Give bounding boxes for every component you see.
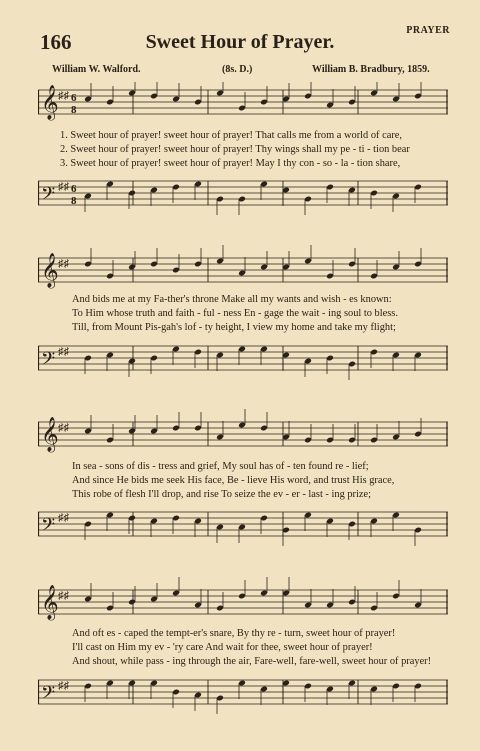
category-label: PRAYER bbox=[406, 25, 450, 36]
bass-staff-3 bbox=[38, 506, 448, 562]
meter-label: (8s. D.) bbox=[222, 64, 253, 75]
key-signature-icon: ♯♯ bbox=[58, 512, 69, 524]
staff-svg bbox=[38, 175, 448, 223]
treble-staff-4 bbox=[38, 576, 448, 624]
staff-svg bbox=[38, 674, 448, 732]
lyric-line: And bids me at my Fa-ther's throne Make all my wants and wish - es known: bbox=[72, 294, 392, 305]
lyrics-block-1 bbox=[38, 129, 448, 171]
lyric-line: And oft es - caped the tempt-er's snare, By thy re - turn, sweet hour of prayer! bbox=[72, 628, 396, 639]
bass-clef-icon: 𝄢 bbox=[41, 184, 56, 209]
bass-staff-4 bbox=[38, 674, 448, 732]
treble-clef-icon: 𝄞 bbox=[41, 417, 59, 452]
composer-credit: William B. Bradbury, 1859. bbox=[312, 64, 430, 75]
lyric-line: Till, from Mount Pis-gah's lof - ty height, I view my home and take my flight; bbox=[72, 322, 396, 333]
bass-clef-icon: 𝄢 bbox=[41, 683, 56, 708]
staff-svg bbox=[38, 576, 448, 624]
hymn-number: 166 bbox=[40, 30, 72, 54]
lyric-line: I'll cast on Him my ev - 'ry care And wait for thee, sweet hour of prayer! bbox=[72, 642, 373, 653]
staff-svg bbox=[38, 340, 448, 392]
lyrics-block-4 bbox=[38, 627, 448, 669]
treble-staff-2 bbox=[38, 244, 448, 292]
lyric-line: 2. Sweet hour of prayer! sweet hour of prayer! Thy wings shall my pe - ti - tion bear bbox=[60, 144, 410, 155]
treble-staff-3 bbox=[38, 408, 448, 456]
key-signature-icon: ♯♯ bbox=[58, 680, 69, 692]
staff-svg bbox=[38, 408, 448, 456]
staff-svg bbox=[38, 82, 448, 124]
time-signature-icon: 8 bbox=[71, 195, 77, 207]
treble-clef-icon: 𝄞 bbox=[41, 585, 59, 620]
bass-staff-2 bbox=[38, 340, 448, 392]
key-signature-icon: ♯♯ bbox=[58, 346, 69, 358]
lyric-line: This robe of flesh I'll drop, and rise To seize the ev - er - last - ing prize; bbox=[72, 489, 372, 500]
time-signature-icon: 8 bbox=[71, 104, 77, 116]
bass-clef-icon: 𝄢 bbox=[41, 515, 56, 540]
author-credit: William W. Walford. bbox=[52, 64, 141, 75]
lyrics-block-3 bbox=[38, 460, 448, 502]
staff-svg bbox=[38, 506, 448, 562]
bass-staff-1 bbox=[38, 175, 448, 223]
lyric-line: 3. Sweet hour of prayer! sweet hour of prayer! May I thy con - so - la - tion share, bbox=[60, 158, 401, 169]
lyric-line: To Him whose truth and faith - ful - ness En - gage the wait - ing soul to bless. bbox=[72, 308, 398, 319]
key-signature-icon: ♯♯ bbox=[58, 181, 69, 193]
key-signature-icon: ♯♯ bbox=[58, 590, 69, 602]
time-signature-icon: 6 bbox=[71, 92, 77, 104]
hymn-title: Sweet Hour of Prayer. bbox=[145, 31, 335, 53]
lyric-line: And shout, while pass - ing through the air, Fare-well, fare-well, sweet hour of prayer! bbox=[72, 656, 432, 667]
time-signature-icon: 6 bbox=[71, 183, 77, 195]
treble-clef-icon: 𝄞 bbox=[41, 85, 59, 120]
staff-svg bbox=[38, 244, 448, 292]
lyric-line: In sea - sons of dis - tress and grief, My soul has of - ten found re - lief; bbox=[72, 461, 369, 472]
key-signature-icon: ♯♯ bbox=[58, 422, 69, 434]
treble-staff-1 bbox=[38, 82, 448, 124]
treble-clef-icon: 𝄞 bbox=[41, 253, 59, 288]
lyric-line: And since He bids me seek His face, Be - lieve His word, and trust His grace, bbox=[72, 475, 395, 486]
lyrics-block-2 bbox=[38, 293, 448, 335]
key-signature-icon: ♯♯ bbox=[58, 90, 69, 102]
bass-clef-icon: 𝄢 bbox=[41, 349, 56, 374]
lyric-line: 1. Sweet hour of prayer! sweet hour of prayer! That calls me from a world of care, bbox=[60, 130, 402, 141]
key-signature-icon: ♯♯ bbox=[58, 258, 69, 270]
